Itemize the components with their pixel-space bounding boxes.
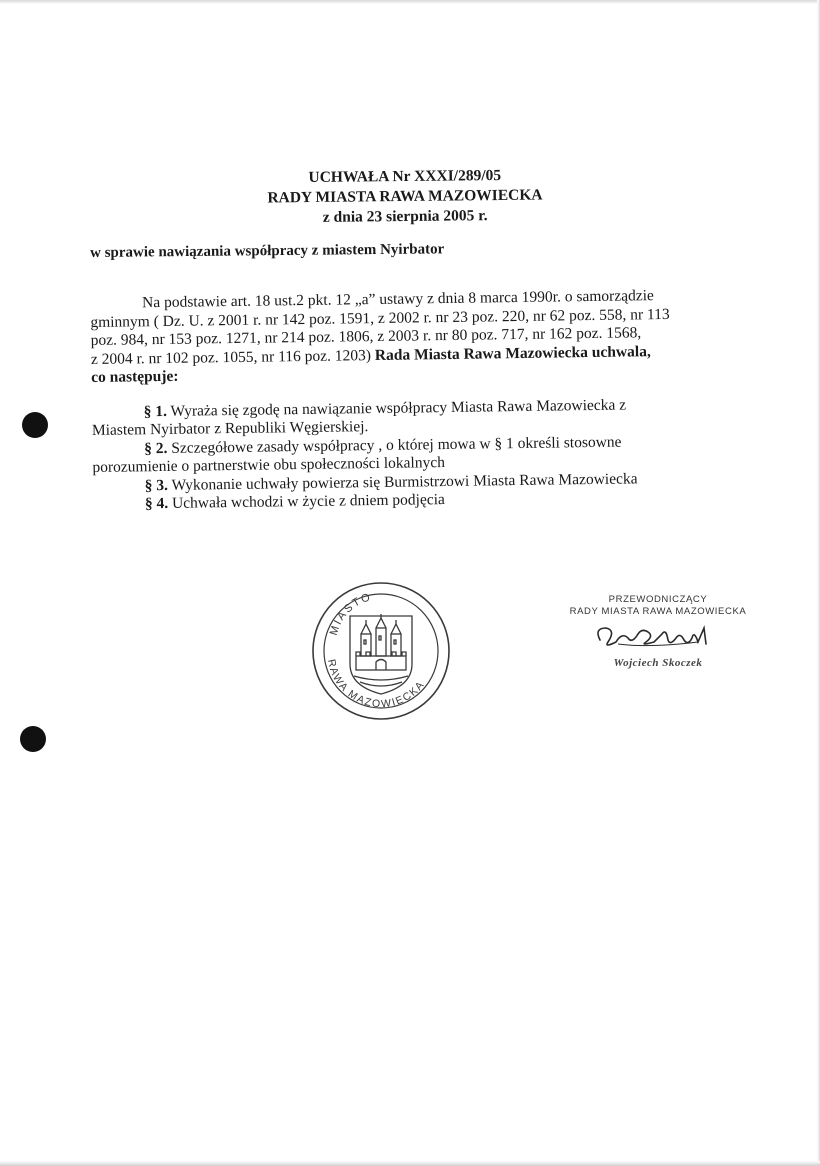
seal-text-top: MIASTO (327, 590, 374, 637)
paragraph-2-continued: porozumienie o partnerstwie obu społeczności lokalnych (92, 454, 446, 476)
paragraph-2-label: § 2. (144, 439, 168, 457)
signatory-name: Wojciech Skoczek (613, 657, 703, 669)
resolution-number: UCHWAŁA Nr XXXI/289/05 (308, 166, 502, 187)
paragraph-3-text: Wykonanie uchwały powierza się Burmistrzowi Miasta Rawa Mazowiecka (167, 469, 638, 494)
resolution-subject: w sprawie nawiązania współpracy z miastem Nyirbator (90, 241, 445, 261)
seal-text-bottom: RAWA MAZOWIECKA (325, 658, 428, 711)
city-seal (310, 580, 452, 722)
paragraph-3-label: § 3. (144, 476, 169, 494)
preamble-line: poz. 984, nr 153 poz. 1271, nr 214 poz. 1806, z 2003 r. nr 80 poz. 717, nr 162 poz. 1568, (90, 324, 642, 349)
document-header (200, 165, 611, 229)
paragraph-1-text: Wyraża się zgodę na nawiązanie współpracy Miasta Rawa Mazowiecka z (166, 396, 627, 420)
signatory-office: RADY MIASTA RAWA MAZOWIECKA (569, 606, 747, 617)
paragraph-4-text: Uchwała wchodzi w życie z dniem podjęcia (168, 491, 445, 512)
punch-hole-bottom (20, 726, 46, 752)
preamble-enacting-end: co następuje: (91, 367, 179, 386)
paragraph-1-continued: Miastem Nyirbator z Republiki Węgierskiej. (91, 418, 369, 439)
paragraph-2-text: Szczegółowe zasady współpracy , o której mowa w § 1 określi stosowne (167, 433, 622, 457)
signatory-title: PRZEWODNICZĄCY (608, 594, 708, 605)
preamble-enacting-clause: Rada Miasta Rawa Mazowiecka uchwala, (374, 342, 651, 364)
scan-edge-bottom (0, 1161, 820, 1166)
preamble-text: z 2004 r. nr 102 poz. 1055, nr 116 poz. 1203) (90, 346, 375, 368)
council-name: RADY MIASTA RAWA MAZOWIECKA (267, 186, 543, 207)
preamble-line: Na podstawie art. 18 ust.2 pkt. 12 „a” ustawy z dnia 8 marca 1990r. o samorządzie (141, 287, 654, 312)
handwritten-signature-icon (558, 620, 758, 650)
resolution-body (90, 286, 733, 514)
scan-edge-top (0, 0, 820, 4)
resolution-date: z dnia 23 sierpnia 2005 r. (322, 207, 488, 226)
signature-block (558, 594, 758, 669)
paragraph-1-label: § 1. (143, 402, 167, 420)
punch-hole-top (22, 412, 48, 438)
paragraph-4-label: § 4. (144, 494, 169, 513)
preamble-line: gminnym ( Dz. U. z 2001 r. nr 142 poz. 1591, z 2002 r. nr 23 poz. 220, nr 62 poz. 558, nr 113 (90, 305, 670, 331)
coat-of-arms-icon (350, 614, 412, 694)
